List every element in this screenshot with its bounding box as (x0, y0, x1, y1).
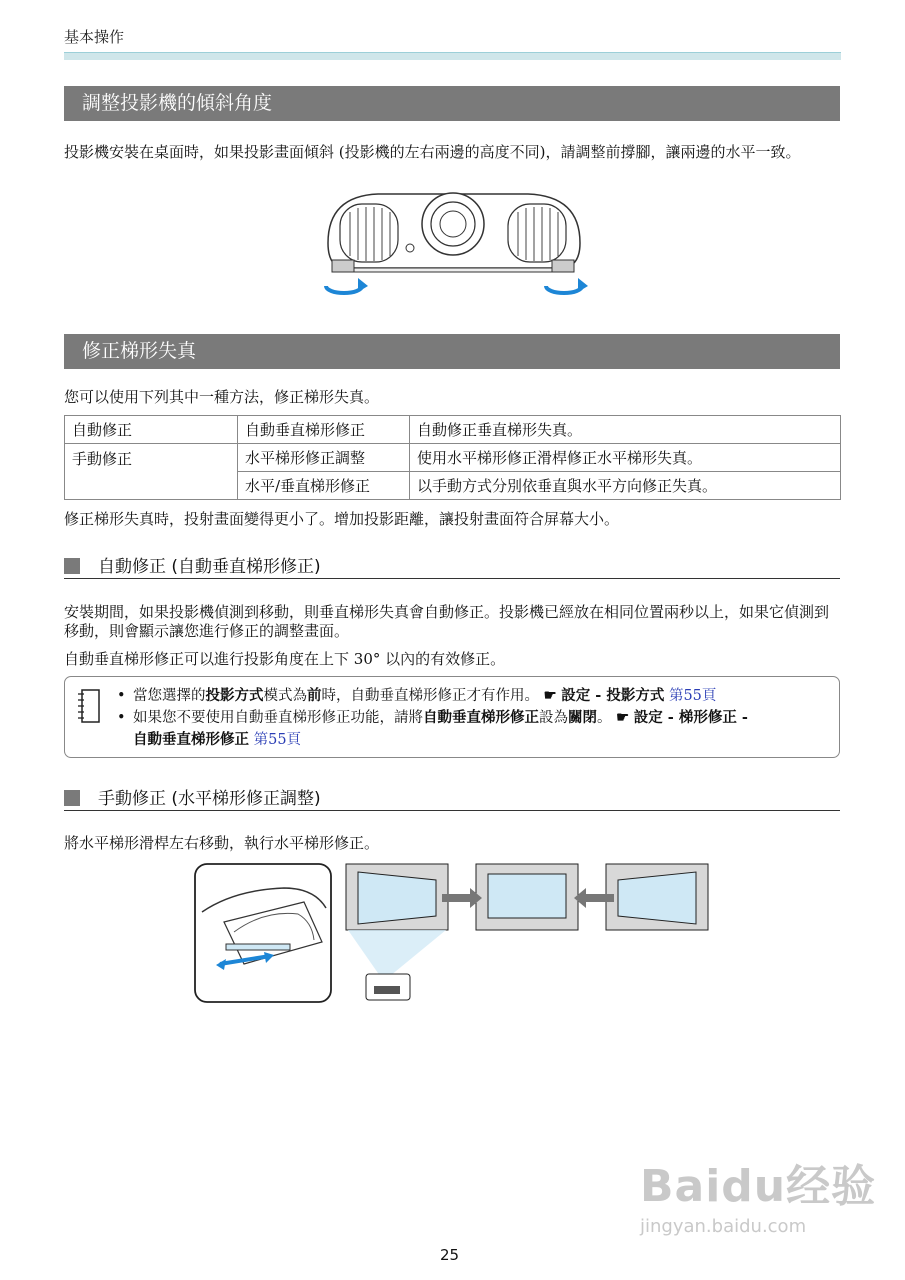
section-title-keystone: 修正梯形失真 (64, 334, 840, 369)
table-cell: 自動修正垂直梯形失真。 (410, 416, 841, 444)
page-link-55[interactable]: 第55頁 (253, 732, 302, 748)
heading-square-icon (64, 790, 80, 806)
manual-body-1: 將水平梯形滑桿左右移動，執行水平梯形修正。 (64, 834, 380, 852)
table-cell: 手動修正 (65, 444, 238, 500)
horizontal-keystone-illustration (194, 860, 710, 1004)
table-cell: 以手動方式分別依垂直與水平方向修正失真。 (410, 472, 841, 500)
note-box (64, 676, 840, 758)
page-number: 25 (440, 1246, 460, 1264)
table-row (65, 416, 841, 444)
table-cell: 自動垂直梯形修正 (238, 416, 410, 444)
projector-feet-illustration (318, 188, 588, 300)
pointer-icon: ☛ (616, 709, 630, 726)
subsection-title-manual: 手動修正 (水平梯形修正調整) (64, 784, 840, 811)
subsection-title-auto: 自動修正 (自動垂直梯形修正) (64, 552, 840, 579)
table-cell: 水平/垂直梯形修正 (238, 472, 410, 500)
running-header: 基本操作 (64, 28, 125, 46)
heading-square-icon (64, 558, 80, 574)
section-title-tilt: 調整投影機的傾斜角度 (64, 86, 840, 121)
auto-body-1: 安裝期間，如果投影機偵測到移動，則垂直梯形失真會自動修正。投影機已經放在相同位置兩秒以上，如果它偵測到移動，則會顯示讓您進行修正的調整畫面。 (64, 603, 830, 640)
keystone-intro: 您可以使用下列其中一種方法，修正梯形失真。 (64, 388, 380, 406)
auto-body-2: 自動垂直梯形修正可以進行投影角度在上下 30° 以內的有效修正。 (64, 650, 506, 668)
section-tilt-body: 投影機安裝在桌面時，如果投影畫面傾斜 (投影機的左右兩邊的高度不同)，請調整前撐腳，讓兩邊的水平一致。 (64, 143, 801, 161)
table-cell: 使用水平梯形修正滑桿修正水平梯形失真。 (410, 444, 841, 472)
header-rule (64, 52, 841, 60)
note-list (117, 685, 835, 751)
note-icon (75, 687, 101, 725)
baidu-watermark: Baidu经验 jingyan.baidu.com (640, 1161, 877, 1237)
table-row (65, 444, 841, 472)
page-link-55[interactable]: 第55頁 (668, 688, 717, 704)
table-cell: 自動修正 (65, 416, 238, 444)
note-item: • 當您選擇的投影方式模式為前時，自動垂直梯形修正才有作用。 ☛ 設定 - 投影方式 第55頁 (117, 685, 835, 707)
table-cell: 水平梯形修正調整 (238, 444, 410, 472)
keystone-methods-table (64, 415, 841, 500)
keystone-after-table: 修正梯形失真時，投射畫面變得更小了。增加投影距離，讓投射畫面符合屏幕大小。 (64, 510, 620, 528)
note-item: • 如果您不要使用自動垂直梯形修正功能，請將自動垂直梯形修正設為關閉。 ☛ 設定 - 梯形修正 - 自動垂直梯形修正 第55頁 (117, 707, 835, 751)
pointer-icon: ☛ (543, 687, 557, 704)
